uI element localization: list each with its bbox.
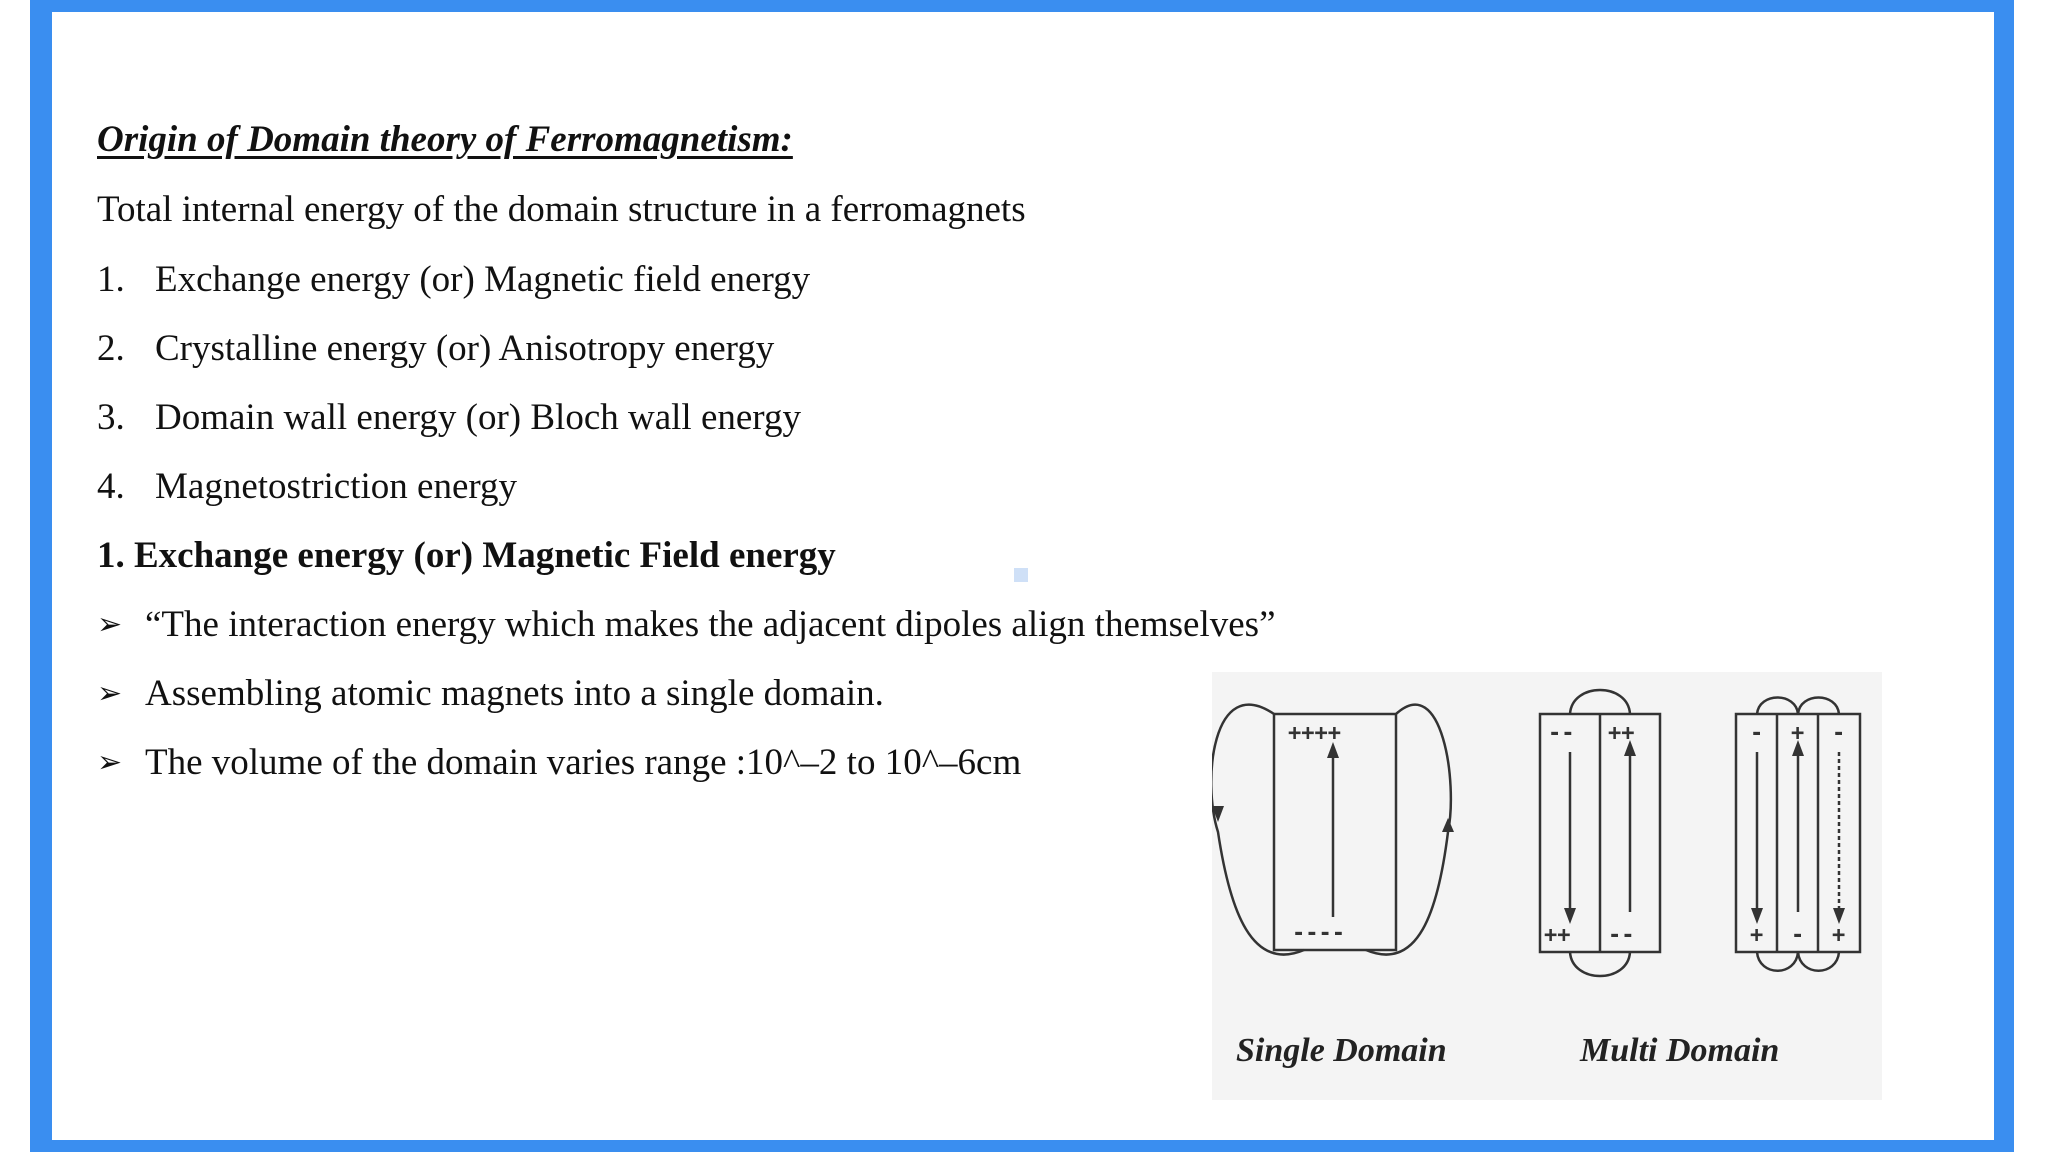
multi-domain-caption: Multi Domain xyxy=(1580,1032,1780,1069)
single-domain-fieldline-right xyxy=(1366,705,1451,955)
pole-label: -- xyxy=(1608,923,1635,948)
three-domain-loop-right xyxy=(1798,952,1839,971)
pole-label: ++ xyxy=(1544,923,1571,948)
three-domain-loop-left xyxy=(1757,952,1798,971)
bullet-text: Assembling atomic magnets into a single domain. xyxy=(145,673,884,714)
list-number: 1. xyxy=(97,259,125,300)
arrowhead-down-icon xyxy=(1833,908,1845,924)
list-number: 4. xyxy=(97,466,125,507)
outer-margin-left xyxy=(0,0,30,1152)
arrowhead-down-icon xyxy=(1751,908,1763,924)
border-top xyxy=(30,0,2014,12)
intro-text: Total internal energy of the domain structure in a ferromagnets xyxy=(97,189,1026,230)
pole-label: + xyxy=(1791,721,1805,746)
subheading: 1. Exchange energy (or) Magnetic Field energy xyxy=(97,535,836,576)
single-top-poles: ++++ xyxy=(1288,721,1341,746)
arrowhead-down-icon xyxy=(1564,908,1576,924)
cursor-marker xyxy=(1014,568,1028,582)
arrowhead-up-icon xyxy=(1442,818,1454,832)
arrow-bullet-icon: ➢ xyxy=(97,676,123,711)
single-bottom-poles: ---- xyxy=(1292,921,1345,946)
three-domain-loop-top-right xyxy=(1798,698,1839,715)
three-domain-loop-top-left xyxy=(1757,698,1798,715)
bullet-item xyxy=(97,741,1021,785)
pole-label: + xyxy=(1832,923,1846,948)
list-item xyxy=(97,465,517,509)
list-item xyxy=(97,396,801,440)
list-text: Exchange energy (or) Magnetic field energy xyxy=(155,259,811,300)
two-domain-loop-top xyxy=(1570,690,1630,714)
list-text: Magnetostriction energy xyxy=(155,466,518,507)
pole-label: - xyxy=(1791,923,1805,948)
list-text: Crystalline energy (or) Anisotropy energy xyxy=(155,328,775,369)
two-domain-loop-bottom xyxy=(1570,952,1630,976)
border-bottom xyxy=(30,1140,2014,1152)
bullet-item xyxy=(97,672,884,716)
pole-label: -- xyxy=(1548,721,1575,746)
bullet-text: The volume of the domain varies range :10^–2 to 10^–6cm xyxy=(145,742,1022,783)
pole-label: - xyxy=(1750,721,1764,746)
border-right xyxy=(1994,0,2014,1152)
pole-label: - xyxy=(1832,721,1846,746)
pole-label: ++ xyxy=(1608,721,1635,746)
border-left xyxy=(30,0,52,1152)
single-domain-caption: Single Domain xyxy=(1236,1032,1447,1069)
list-text: Domain wall energy (or) Bloch wall energy xyxy=(155,397,801,438)
arrow-bullet-icon: ➢ xyxy=(97,607,123,642)
slide-heading: Origin of Domain theory of Ferromagnetism: xyxy=(97,119,793,160)
list-number: 3. xyxy=(97,397,125,438)
domain-figure xyxy=(1212,672,1882,1100)
list-item xyxy=(97,258,810,302)
list-item xyxy=(97,327,774,371)
outer-margin-right xyxy=(2014,0,2048,1152)
bullet-item xyxy=(97,603,1276,647)
list-number: 2. xyxy=(97,328,125,369)
pole-label: + xyxy=(1750,923,1764,948)
arrow-bullet-icon: ➢ xyxy=(97,745,123,780)
bullet-text: “The interaction energy which makes the adjacent dipoles align themselves” xyxy=(145,604,1276,645)
